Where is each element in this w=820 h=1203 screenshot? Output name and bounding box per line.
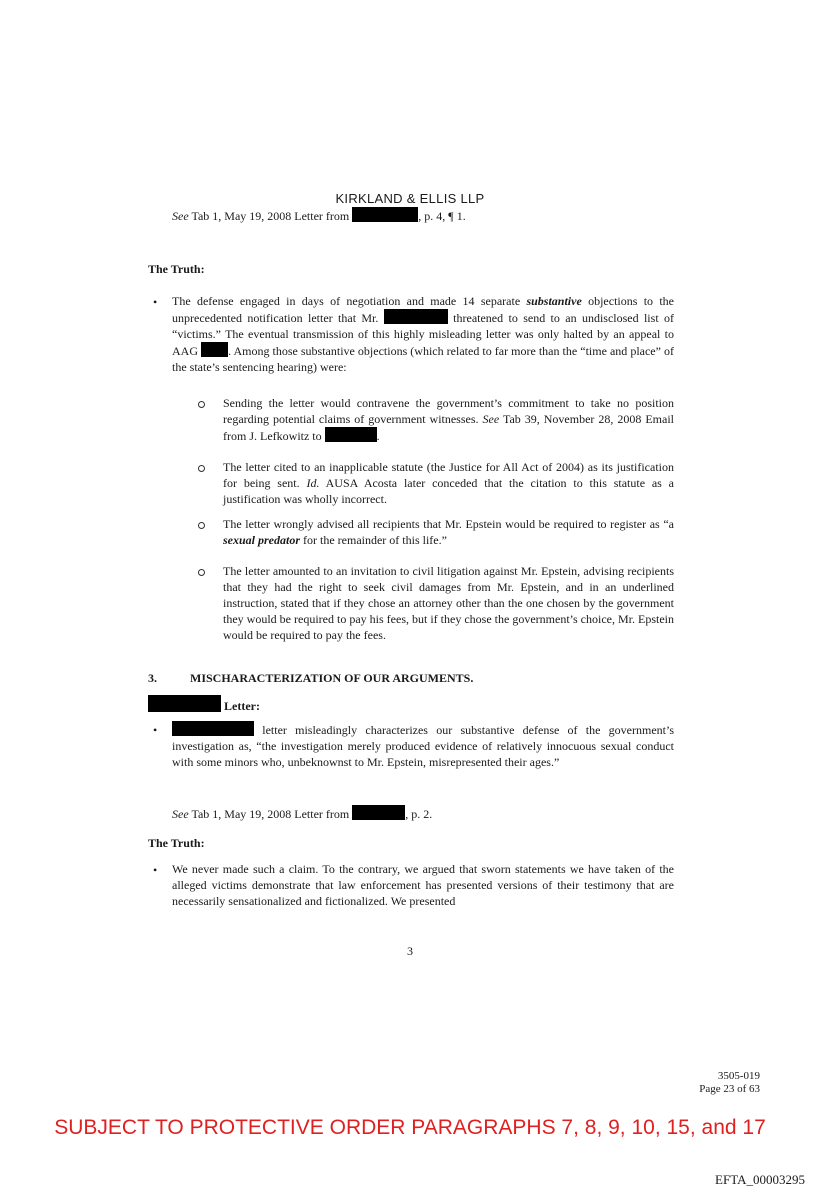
sub-item: The letter wrongly advised all recipients that Mr. Epstein would be required to register as “a sexual predator for the remainder of this life.” (223, 517, 674, 547)
redaction-box (172, 721, 254, 736)
efta-identifier: EFTA_00003295 (715, 1172, 805, 1187)
redaction-box (325, 427, 377, 442)
redaction-box (352, 207, 418, 222)
sub-item: The letter amounted to an invitation to civil litigation against Mr. Epstein, advising recipients that they had the right to seek civil damages from Mr. Epstein, and in an underlined instruction, stated that if they chose an attorney other than the one chosen by the government they would be required to pay his fees, but if they chose the government’s choice, Mr. Epstein would be required to pay the fees. (223, 564, 674, 642)
section-number: 3. (148, 671, 157, 685)
letter-paragraph: letter misleadingly characterizes our substantive defense of the government’s investigation as, “the investigation merely produced evidence of relatively innocuous sexual conduct with some minors who, unbeknownst to Mr. Epstein, misrepresented their ages.” (172, 723, 675, 769)
section-title: MISCHARACTERIZATION OF OUR ARGUMENTS. (190, 671, 474, 685)
bullet-dot: • (153, 723, 158, 737)
redaction-box (384, 309, 448, 324)
redaction-box (148, 695, 221, 712)
bates-label: 3505-019 Page 23 of 63 (699, 1070, 760, 1095)
bullet-dot: • (153, 863, 158, 877)
sub-bullet-icon (198, 401, 205, 408)
truth-heading: The Truth: (148, 262, 205, 276)
page-number: 3 (407, 944, 413, 958)
sub-item: The letter cited to an inapplicable statute (the Justice for All Act of 2004) as its justification for being sent. Id. AUSA Acosta later conceded that the citation to this statute as a justification was wholly incorrect. (223, 460, 674, 506)
truth-heading-2: The Truth: (148, 836, 205, 850)
sub-bullet-icon (198, 569, 205, 576)
citation-mid: See Tab 1, May 19, 2008 Letter from , p. 2. (172, 807, 433, 821)
letter-heading: Letter: (148, 695, 260, 714)
sub-bullet-icon (198, 465, 205, 472)
truth-paragraph: The defense engaged in days of negotiation and made 14 separate substantive objections to the unprecedented notification letter that Mr. threatened to send to an undisclosed list of “victims.” The eventual transmission of this highly misleading letter was only halted by an appeal to AAG . Among those substantive objections (which related to far more than the “time and place” of the state’s sentencing hearing) were: (172, 294, 675, 374)
sub-bullet-icon (198, 522, 205, 529)
redaction-box (352, 805, 405, 820)
citation-top: See Tab 1, May 19, 2008 Letter from , p. 4, ¶ 1. (172, 209, 466, 223)
protective-order-stamp: SUBJECT TO PROTECTIVE ORDER PARAGRAPHS 7, 8, 9, 10, 15, and 17 (54, 1116, 766, 1139)
sub-item: Sending the letter would contravene the government’s commitment to take no position regarding potential claims of government witnesses. See Tab 39, November 28, 2008 Email from J. Lefkowitz to . (223, 396, 674, 443)
redaction-box (201, 342, 228, 357)
bullet-dot: • (153, 295, 158, 309)
truth-paragraph-2: We never made such a claim. To the contrary, we argued that sworn statements we have taken of the alleged victims demonstrate that law enforcement has presented versions of their testimony that are necessarily sensationalized and fictionalized. We presented (172, 862, 674, 908)
firm-header: KIRKLAND & ELLIS LLP (335, 191, 485, 206)
